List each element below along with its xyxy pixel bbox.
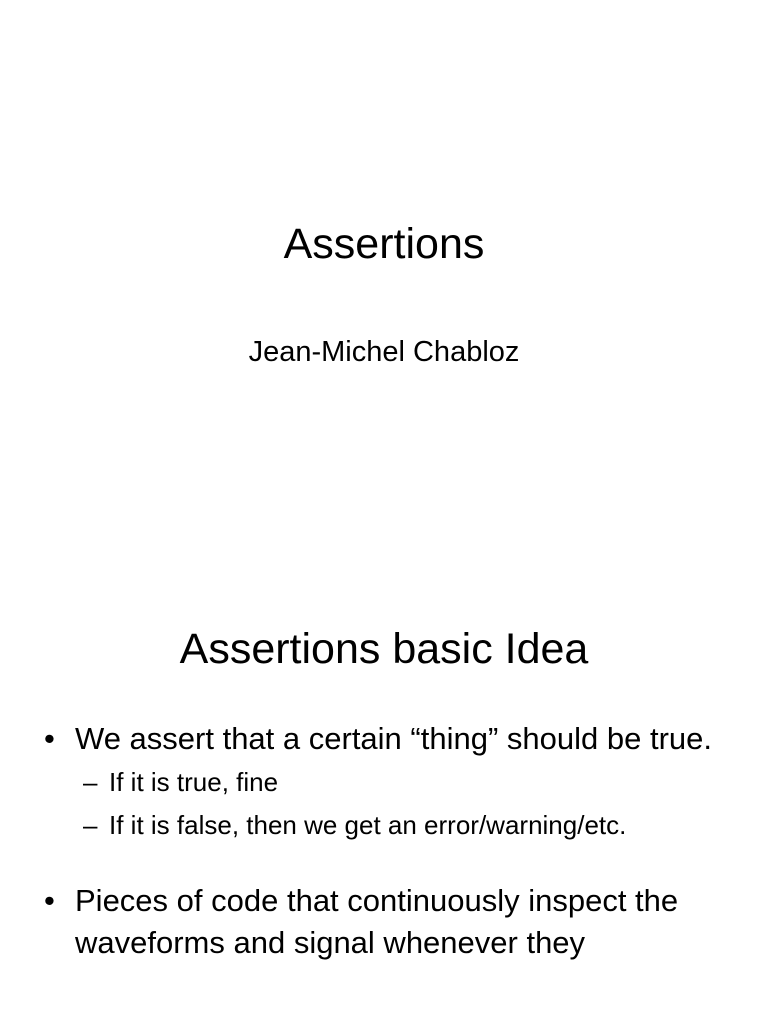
author-name: Jean-Michel Chabloz bbox=[248, 336, 520, 368]
bullet-text: We assert that a certain “thing” should be true. bbox=[75, 721, 712, 756]
sub-bullet-list bbox=[75, 761, 728, 847]
bullet-list bbox=[0, 718, 768, 964]
sub-bullet-marker: – bbox=[83, 810, 98, 840]
bullet-marker: • bbox=[44, 721, 55, 756]
sub-bullet-item bbox=[75, 804, 728, 847]
bullet-item bbox=[0, 718, 768, 847]
bullet-marker: • bbox=[44, 883, 55, 918]
bullet-item bbox=[0, 880, 768, 964]
sub-bullet-text: If it is false, then we get an error/warning/etc. bbox=[109, 810, 627, 840]
content-slide bbox=[0, 576, 768, 1024]
sub-bullet-marker: – bbox=[83, 767, 98, 797]
slide-title: Assertions basic Idea bbox=[179, 625, 589, 673]
sub-bullet-item bbox=[75, 761, 728, 804]
bullet-text: Pieces of code that continuously inspect the waveforms and signal whenever they bbox=[75, 883, 679, 960]
bullet-spacer bbox=[0, 847, 768, 880]
slide-title: Assertions bbox=[283, 220, 485, 268]
sub-bullet-text: If it is true, fine bbox=[109, 767, 279, 797]
